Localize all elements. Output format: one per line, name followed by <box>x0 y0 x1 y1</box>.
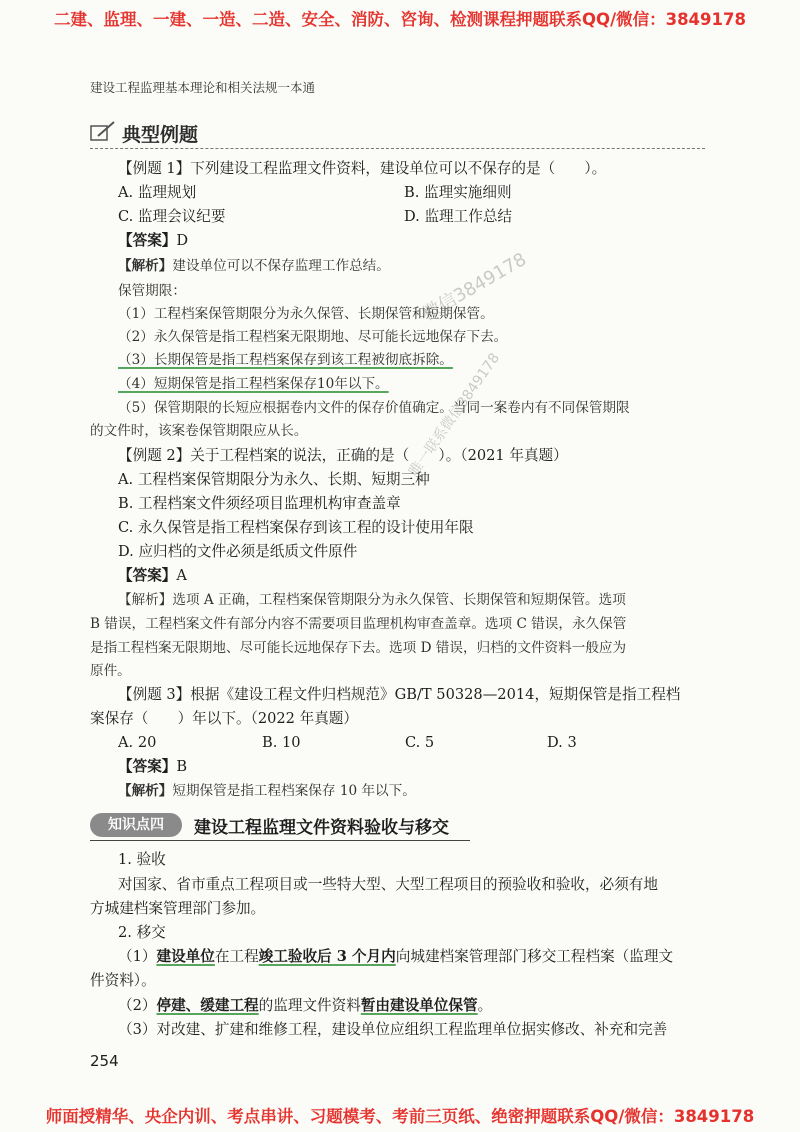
answer-label: 【答案】 <box>118 758 177 775</box>
explanation-label: 【解析】 <box>118 258 173 274</box>
kp-item-1-cont: 件资料）。 <box>90 972 156 989</box>
watermark: 微信3849178 <box>419 248 531 326</box>
key-phrase: 暂由建设单位保管 <box>360 997 478 1014</box>
ex2-option: B. 工程档案文件须经项目监理机构审查盖章 <box>118 495 401 512</box>
kp-item-1 <box>118 947 673 967</box>
knowledge-point-heading <box>90 810 470 841</box>
ex1-option-a: A. 监理规划 <box>118 184 197 201</box>
ex1-note: （4）短期保管是指工程档案保存10年以下。 <box>118 376 389 392</box>
item-text: 在工程 <box>214 948 259 965</box>
key-phrase: 建设单位 <box>156 948 215 965</box>
ex2-answer <box>118 566 187 586</box>
knowledge-point-badge: 知识点四 <box>90 813 182 837</box>
ex2-explanation-line: B 错误，工程档案文件有部分内容不需要项目监理机构审查盖章。选项 C 错误，永久保管 <box>90 616 627 632</box>
kp-subheading: 2. 移交 <box>118 924 166 941</box>
pen-icon <box>90 120 116 144</box>
ex3-option: A. 20 <box>118 734 157 751</box>
ex1-explanation <box>118 256 390 276</box>
ex2-explanation-line: 【解析】选项 A 正确，工程档案保管期限分为永久保管、长期保管和短期保管。选项 <box>118 592 626 608</box>
watermark: 唯一联系微信3849178 <box>406 350 504 480</box>
explanation-label: 【解析】 <box>118 783 173 799</box>
answer-label: 【答案】 <box>118 567 177 584</box>
ex3-explanation <box>118 781 416 801</box>
bottom-ad-banner: 师面授精华、央企内训、考点串讲、习题模考、考前三页纸、绝密押题联系QQ/微信：3849178 <box>45 1107 755 1126</box>
ex3-question: 【例题 3】根据《建设工程文件归档规范》GB/T 50328—2014，短期保管是指工程档 <box>118 686 681 703</box>
ex1-option-b: B. 监理实施细则 <box>404 184 512 201</box>
item-text: 向城建档案管理部门移交工程档案（监理文 <box>395 948 674 965</box>
ex1-note: 的文件时，该案卷保管期限应从长。 <box>90 423 308 439</box>
kp-item-3: （3）对改建、扩建和维修工程，建设单位应组织工程监理单位据实修改、补充和完善 <box>118 1021 668 1038</box>
ex3-option: B. 10 <box>262 734 301 751</box>
item-text: 的监理文件资料 <box>258 997 361 1014</box>
kp-paragraph: 方城建档案管理部门参加。 <box>90 900 266 917</box>
answer-label: 【答案】 <box>118 232 177 249</box>
ex2-question: 【例题 2】关于工程档案的说法，正确的是（ ）。（2021 年真题） <box>118 447 568 464</box>
ex1-note: （5）保管期限的长短应根据卷内文件的保存价值确定。当同一案卷内有不同保管期限 <box>118 400 630 416</box>
kp-subheading: 1. 验收 <box>118 851 166 868</box>
ex3-question-cont: 案保存（ ）年以下。（2022 年真题） <box>90 710 358 727</box>
item-text: 。 <box>477 997 493 1014</box>
ex2-option: C. 永久保管是指工程档案保存到该工程的设计使用年限 <box>118 519 474 536</box>
answer-value: B <box>176 758 188 775</box>
explanation-text: 短期保管是指工程档案保存 10 年以下。 <box>172 783 416 799</box>
ex2-option: D. 应归档的文件必须是纸质文件原件 <box>118 543 358 560</box>
ex1-option-c: C. 监理会议纪要 <box>118 208 226 225</box>
ex1-option-d: D. 监理工作总结 <box>404 208 513 225</box>
ex1-note: （2）永久保管是指工程档案无限期地、尽可能长远地保存下去。 <box>118 329 508 345</box>
item-number: （2） <box>118 997 157 1014</box>
ex1-note: （3）长期保管是指工程档案保存到该工程被彻底拆除。 <box>118 352 453 368</box>
ex1-note: （1）工程档案保管期限分为永久保管、长期保管和短期保管。 <box>118 306 494 322</box>
page-number: 254 <box>90 1052 119 1070</box>
kp-item-2 <box>118 996 492 1016</box>
key-phrase: 停建、缓建工程 <box>156 997 259 1014</box>
ex3-answer <box>118 757 187 777</box>
section-title: 典型例题 <box>122 124 199 146</box>
top-ad-banner: 二建、监理、一建、一造、二造、安全、消防、咨询、检测课程押题联系QQ/微信：3849178 <box>54 10 746 29</box>
ex2-explanation-line: 原件。 <box>90 663 131 679</box>
key-phrase: 竣工验收后 3 个月内 <box>258 948 396 965</box>
ex1-answer <box>118 231 188 251</box>
ex2-option: A. 工程档案保管期限分为永久、长期、短期三种 <box>118 471 430 488</box>
running-header: 建设工程监理基本理论和相关法规一本通 <box>90 80 316 95</box>
item-number: （1） <box>118 948 157 965</box>
ex2-explanation-line: 是指工程档案无限期地、尽可能长远地保存下去。选项 D 错误，归档的文件资料一般应为 <box>90 640 627 656</box>
ex1-question: 【例题 1】下列建设工程监理文件资料，建设单位可以不保存的是（ ）。 <box>118 160 607 177</box>
answer-value: D <box>176 232 189 249</box>
ex3-option: C. 5 <box>405 734 435 751</box>
section-heading <box>90 118 705 149</box>
kp-paragraph: 对国家、省市重点工程项目或一些特大型、大型工程项目的预验收和验收，必须有地 <box>118 876 658 893</box>
knowledge-point-title: 建设工程监理文件资料验收与移交 <box>194 818 449 838</box>
answer-value: A <box>176 567 187 584</box>
ex1-note: 保管期限： <box>118 283 186 299</box>
ex3-option: D. 3 <box>547 734 577 751</box>
explanation-text: 建设单位可以不保存监理工作总结。 <box>172 258 390 274</box>
